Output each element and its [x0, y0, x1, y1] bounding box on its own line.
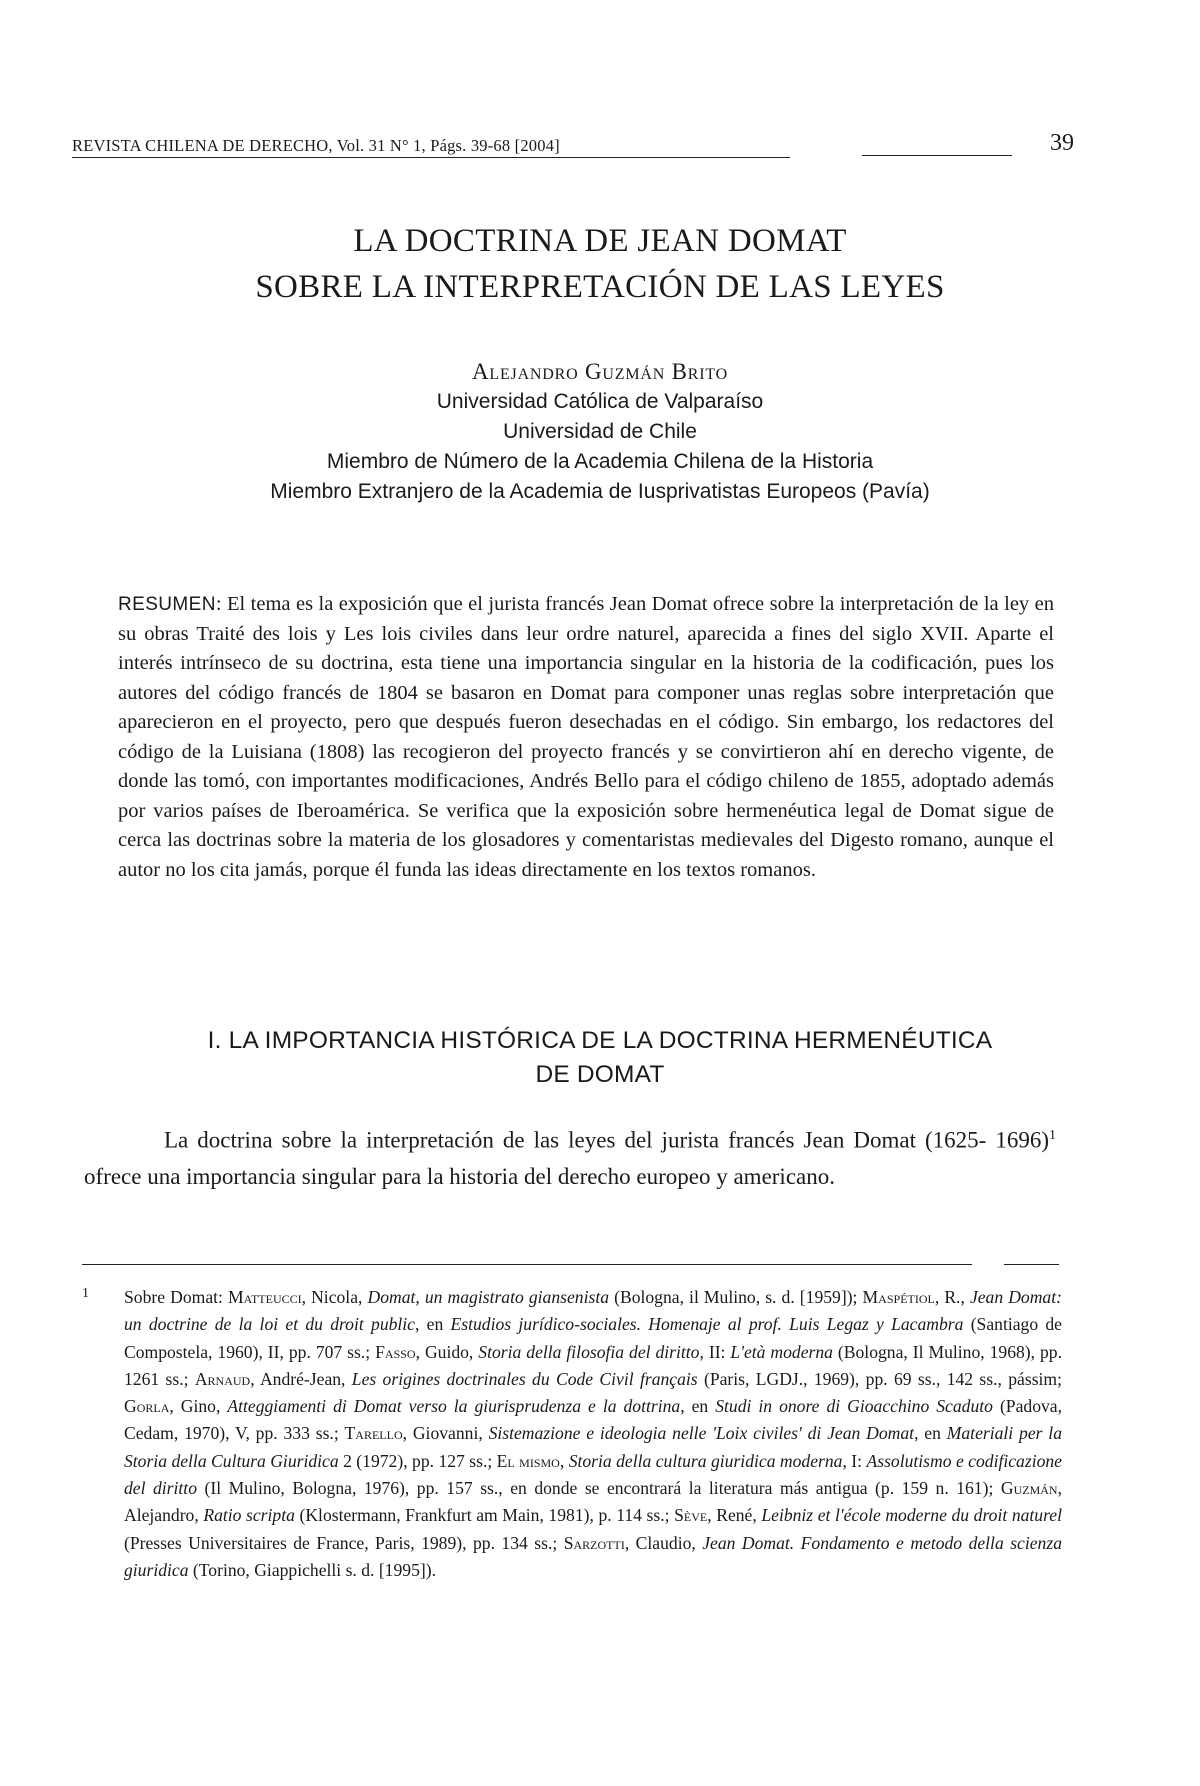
abstract	[118, 590, 1054, 885]
cited-author: Tarello	[344, 1423, 403, 1444]
affiliation: Miembro de Número de la Academia Chilena de la Historia	[326, 450, 874, 473]
footnote-text	[124, 1284, 1062, 1584]
footnote	[82, 1284, 1062, 1584]
cited-title: Estudios jurídico-sociales. Homenaje al prof. Luis Legaz y Lacambra	[450, 1314, 964, 1335]
affiliation: Universidad Católica de Valparaíso	[436, 390, 764, 413]
cited-title: Studi in onore di Gioacchino Scaduto	[715, 1396, 993, 1417]
author-name: Alejandro Guzmán Brito	[471, 359, 729, 384]
paragraph-text-continued: ofrece una importancia singular para la historia del derecho europeo y americano.	[84, 1163, 835, 1189]
footnote-segment: , R.,	[934, 1287, 970, 1307]
abstract-text: : El tema es la exposición que el jurista francés Jean Domat ofrece sobre la interpretación de la ley en su obras Traité des lois y Les lois civiles dans leur ordre naturel, aparecida a fines del siglo XVII. Aparte el interés intrínseco de su doctrina, esta tiene una importancia singular en la historia de la codificación, pues los autores del código francés de 1804 se basaron en Domat para componer unas reglas sobre interpretación que aparecieron en el proyecto, pero que después fueron desechadas en el código. Sin embargo, los redactores del código de la Luisiana (1808) las recogieron del proyecto francés y se convirtieron ahí en derecho vigente, de donde las tomó, con importantes modificaciones, Andrés Bello para el código chileno de 1855, adoptado además por varios países de Iberoamérica. Se verifica que la exposición sobre hermenéutica legal de Domat sigue de cerca las doctrinas sobre la materia de los glosadores y comentaristas medievales del Digesto romano, aunque el autor no los cita jamás, porque él funda las ideas directamente en los textos romanos.	[118, 593, 1054, 881]
cited-title: Domat, un magistrato giansenista	[367, 1287, 610, 1307]
footnote-segment: , Alejandro,	[124, 1478, 1062, 1526]
footnote-segment: , Giovanni,	[402, 1423, 489, 1444]
footnote-number: 1	[82, 1286, 89, 1301]
cited-author: Fasso	[375, 1341, 416, 1362]
abstract-label: RESUMEN	[118, 594, 216, 615]
footnote-segment: , André-Jean,	[250, 1368, 352, 1389]
footnote-segment: , II:	[699, 1341, 731, 1362]
cited-author: El mismo	[496, 1450, 560, 1471]
running-header	[72, 132, 1074, 162]
author-block	[100, 357, 1100, 507]
footnote-segment: (Bologna, il Mulino, s. d. [1959]);	[609, 1287, 863, 1307]
cited-title: Assolutismo e codificazione del diritto	[124, 1450, 1062, 1499]
cited-title: Materiali per la Storia della Cultura Giuridica	[124, 1423, 1062, 1471]
cited-title: Storia della filosofia del diritto	[478, 1341, 700, 1362]
section-heading	[100, 1024, 1100, 1092]
footnote-segment: , en	[914, 1423, 947, 1444]
cited-author: Guzmán	[1000, 1478, 1058, 1499]
footnote-segment: , René,	[707, 1505, 762, 1526]
footnote-segment: Sobre Domat:	[124, 1287, 228, 1307]
footnote-separator	[82, 1264, 972, 1265]
footnote-segment: , Guido,	[415, 1341, 479, 1362]
section-heading-line-2: DE DOMAT	[535, 1061, 665, 1088]
footnote-segment: , en	[415, 1314, 451, 1335]
footnote-segment: (Torino, Giappichelli s. d. [1995]).	[188, 1559, 436, 1580]
cited-title: Les origines doctrinales du Code Civil français	[351, 1368, 698, 1389]
footnote-segment: (Padova, Cedam, 1970), V, pp. 333 ss.;	[124, 1396, 1062, 1444]
cited-author: Sarzotti	[563, 1532, 625, 1553]
article-title-line-1: LA DOCTRINA DE JEAN DOMAT	[353, 223, 847, 259]
cited-title: Atteggiamenti di Domat verso la giurisprudenza e la dottrina	[227, 1396, 681, 1417]
affiliation: Miembro Extranjero de la Academia de Iusprivatistas Europeos (Pavía)	[270, 480, 930, 503]
cited-title: Leibniz et l'école moderne du droit naturel	[761, 1505, 1062, 1526]
header-rule	[862, 155, 1012, 156]
footnote-segment: (Il Mulino, Bologna, 1976), pp. 157 ss., en donde se encontrará la literatura más antigua (p. 159 n. 161);	[197, 1478, 1001, 1499]
section-heading-line-1: I. LA IMPORTANCIA HISTÓRICA DE LA DOCTRINA HERMENÉUTICA	[207, 1027, 993, 1054]
footnote-segment: (Presses Universitaires de France, Paris, 1989), pp. 134 ss.;	[124, 1532, 564, 1553]
footnote-separator-end	[1004, 1264, 1059, 1265]
cited-author: Sève	[674, 1505, 708, 1526]
article-title	[100, 218, 1100, 310]
cited-author: Matteucci	[227, 1287, 302, 1307]
footnote-reference[interactable]: 1	[1049, 1128, 1056, 1143]
footnote-segment: ,	[559, 1450, 569, 1471]
footnote-segment: , Gino,	[169, 1396, 228, 1417]
affiliation: Universidad de Chile	[503, 420, 697, 443]
body-paragraph	[84, 1118, 1056, 1195]
article-title-line-2: SOBRE LA INTERPRETACIÓN DE LAS LEYES	[255, 269, 945, 305]
footnote-segment: (Santiago de Compostela, 1960), II, pp. 707 ss.;	[124, 1314, 1062, 1362]
page-number: 39	[1050, 130, 1074, 156]
cited-title: Jean Domat: un doctrine de la loi et du droit public	[124, 1287, 1062, 1335]
cited-title: L'età moderna	[730, 1341, 833, 1362]
footnote-segment: , I:	[842, 1450, 867, 1471]
footnote-segment: (Klostermann, Frankfurt am Main, 1981), p. 114 ss.;	[294, 1505, 675, 1526]
cited-author: Gorla	[124, 1396, 170, 1417]
cited-title: Storia della cultura giuridica moderna	[568, 1450, 843, 1471]
footnote-segment: 2 (1972), pp. 127 ss.;	[338, 1450, 497, 1471]
journal-citation: REVISTA CHILENA DE DERECHO, Vol. 31 N° 1, Págs. 39-68 [2004]	[72, 136, 790, 158]
cited-title: Ratio scripta	[203, 1505, 295, 1526]
cited-author: Arnaud	[194, 1368, 251, 1389]
footnote-segment: , Nicola,	[301, 1287, 368, 1307]
footnote-segment: (Paris, LGDJ., 1969), pp. 69 ss., 142 ss., pássim;	[697, 1368, 1062, 1389]
cited-author: Maspétiol	[862, 1287, 935, 1307]
footnote-segment: , en	[680, 1396, 716, 1417]
cited-title: Sistemazione e ideologia nelle 'Loix civiles' di Jean Domat	[488, 1423, 915, 1444]
footnote-segment: , Claudio,	[624, 1532, 703, 1553]
footnote-segment: (Bologna, Il Mulino, 1968), pp. 1261 ss.;	[124, 1341, 1063, 1389]
paragraph-text: La doctrina sobre la interpretación de las leyes del jurista francés Jean Domat (1625- 1696)	[164, 1127, 1049, 1153]
cited-title: Jean Domat. Fondamento e metodo della scienza giuridica	[124, 1532, 1062, 1580]
